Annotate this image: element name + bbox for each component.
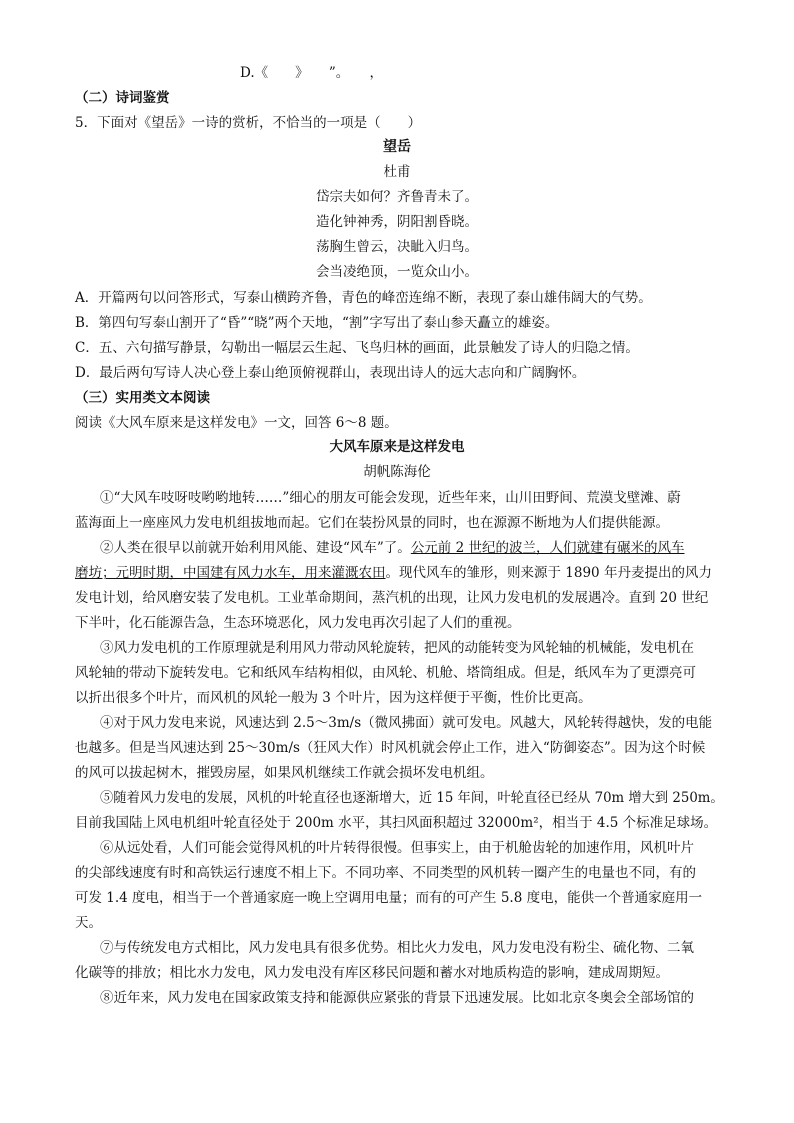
paragraph-7-line: 化碳等的排放；相比水力发电，风力发电没有库区移民问题和蓄水对地质构造的影响，建成周期短。 [75,965,669,981]
paragraph-2-line: 发电计划，给风磨安装了发电机。工业革命期间，蒸汽机的出现，让风力发电机的发展遇冷。直到 20 世纪 [75,590,709,606]
option-d: D．最后两句写诗人决心登上泰山绝顶俯视群山，表现出诗人的远大志向和广阔胸怀。 [75,365,586,381]
poem-title: 望岳 [383,139,411,155]
question-5: 5．下面对《望岳》一诗的赏析，不恰当的一项是（ ） [75,115,422,131]
paragraph-1-line: 蓝海面上一座座风力发电机组拔地而起。它们在装扮风景的同时，也在源源不断地为人们提供能源。 [75,515,669,531]
section-heading-poetry: （二）诗词鉴赏 [75,90,170,106]
paragraph-4-line: 的风可以拔起树木，摧毁房屋，如果风机继续工作就会损坏发电机组。 [75,765,494,781]
option-c: C．五、六句描写静景，勾勒出一幅层云生起、飞鸟归林的画面，此景触发了诗人的归隐之情。 [75,340,639,356]
paragraph-6-line: ⑥从远处看，人们可能会觉得风机的叶片转得很慢。但事实上，由于机舱齿轮的加速作用，风机叶片 [100,840,694,856]
paragraph-3-line: 风轮轴的带动下旋转发电。它和纸风车结构相似，由风轮、机舱、塔筒组成。但是，纸风车为了更漂亮可 [75,665,696,681]
article-author: 胡帆陈海伦 [363,464,431,480]
underlined-sentence: 公元前 2 世纪的波兰，人们就建有碾米的风车 [410,540,685,556]
poem-line: 岱宗夫如何？齐鲁青未了。 [316,189,478,205]
section-heading-practical: （三）实用类文本阅读 [75,390,210,406]
paragraph-2-text: 。现代风车的雏形，则来源于 1890 年丹麦提出的风力 [385,565,712,581]
poem-line: 会当凌绝顶，一览众山小。 [316,264,478,280]
paragraph-4-line: 也越多。但是当风速达到 25～30m/s（狂风大作）时风机就会停止工作，进入“防御姿态”。因为这个时候 [75,740,706,756]
article-title: 大风车原来是这样发电 [329,439,465,455]
option-a: A．开篇两句以问答形式，写泰山横跨齐鲁，青色的峰峦连绵不断，表现了泰山雄伟阔大的气势。 [75,290,652,306]
underlined-sentence: 磨坊；元明时期，中国建有风力水车，用来灌溉农田 [75,565,386,581]
poem-line: 造化钟神秀，阴阳割昏晓。 [316,214,478,230]
paragraph-2-line: 下半叶，化石能源告急，生态环境恶化，风力发电再次引起了人们的重视。 [75,615,521,631]
paragraph-3-line: ③风力发电机的工作原理就是利用风力带动风轮旋转，把风的动能转变为风轮轴的机械能，发电机在 [100,640,694,656]
paragraph-1-line: ①“大风车吱呀吱哟哟地转……”细心的朋友可能会发现，近些年来，山川田野间、荒漠戈壁滩、蔚 [100,490,681,506]
option-b: B．第四句写泰山割开了“昏”“晓”两个天地，“割”字写出了泰山参天矗立的雄姿。 [75,315,559,331]
paragraph-7-line: ⑦与传统发电方式相比，风力发电具有很多优势。相比火力发电，风力发电没有粉尘、硫化物、二氧 [100,940,694,956]
paragraph-6-line: 可发 1.4 度电，相当于一个普通家庭一晚上空调用电量；而有的可产生 5.8 度电，能供一个普通家庭用一 [75,890,703,906]
paragraph-6-line: 的尖部线速度有时和高铁运行速度不相上下。不同功率、不同类型的风机转一圈产生的电量也不同，有的 [75,865,696,881]
poem-author: 杜甫 [383,164,411,180]
paragraph-2-line [75,563,712,583]
paragraph-3-line: 以折出很多个叶片，而风机的风轮一般为 3 个叶片，因为这样便于平衡，性价比更高。 [75,690,592,706]
paragraph-5-line: ⑤随着风力发电的发展，风机的叶轮直径也逐渐增大，近 15 年间，叶轮直径已经从 70m 增大到 250m。 [100,790,724,806]
paragraph-8-line: ⑧近年来，风力发电在国家政策支持和能源供应紧张的背景下迅速发展。比如北京冬奥会全部场馆的 [100,990,694,1006]
paragraph-6-line: 天。 [75,915,102,931]
reading-intro: 阅读《大风车原来是这样发电》一文，回答 6～8 题。 [75,415,398,431]
paragraph-2-line [100,538,684,558]
paragraph-2-text: ②人类在很早以前就开始利用风能、建设“风车”了。 [100,540,411,556]
paragraph-4-line: ④对于风力发电来说，风速达到 2.5～3m/s（微风拂面）就可发电。风越大，风轮转得越快，发的电能 [100,715,713,731]
poem-line: 荡胸生曾云，决眦入归鸟。 [316,239,478,255]
paragraph-5-line: 目前我国陆上风电机组叶轮直径处于 200m 水平，其扫风面积超过 32000m²，相当于 4.5 个标准足球场。 [75,815,718,831]
option-d-fill-in: D.《 》 ”。 ， [240,65,384,81]
